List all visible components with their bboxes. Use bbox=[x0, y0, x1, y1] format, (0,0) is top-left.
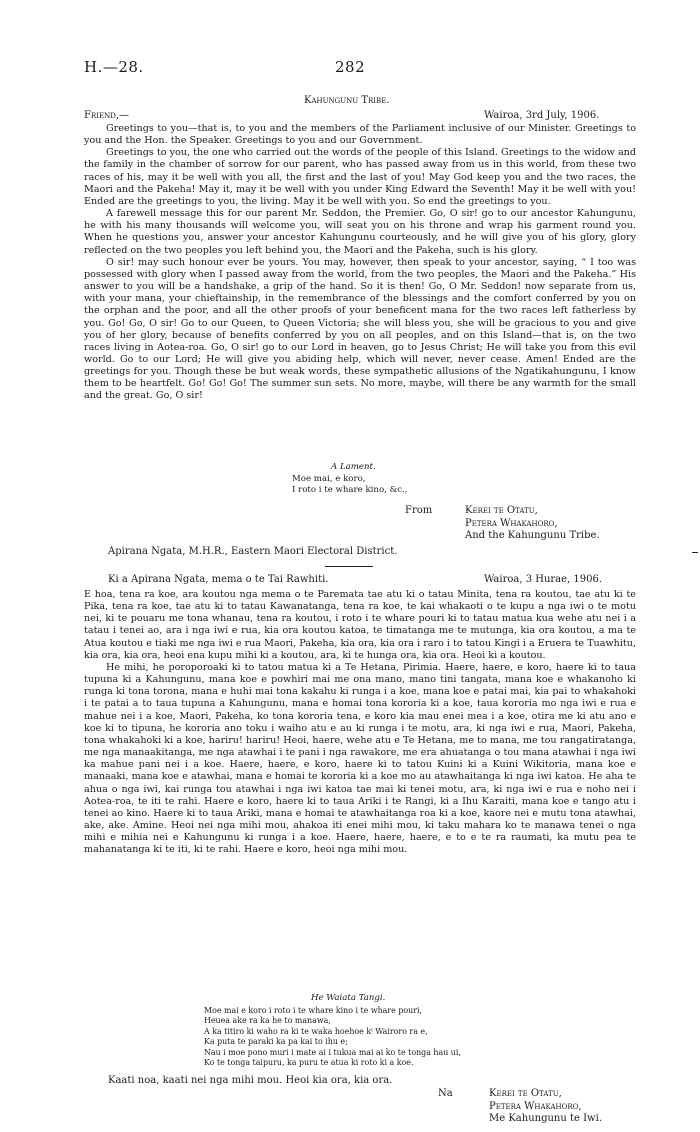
maori-signatories bbox=[489, 1088, 602, 1126]
signatory: Me Kahungunu te Iwi. bbox=[489, 1113, 602, 1124]
maori-paragraph: E hoa, tena ra koe, ara koutou nga mema o te Paremata tae atu ki o tatau Minita, tena ra koutou, tae atu ki te Pika, tena ra koe, tae atu ki to tatau Kawanatanga, tena ra koe, te kai whakaoti o te kupu a nga iwi o te motu nei, ki te pouaru me tona whanau, tena ra koutou, i roto i te whare pouri ki to tatau matua kua wehe atu nei i a tatau i tenei ao, ara i nga iwi e rua, kia ora koutou katoa, te timatanga me te mutunga, kia ora koutou, a ma te Atua koutou e tiaki me nga iwi e rua Maori, Pakeha, kia ora, kia ora i raro i to tatou Kingi i a Eruera te Tuawhitu, kia ora, kia ora, heoi ena kupu mihi ki a koutou, ara, ki te hunga ora, kia ora. Heoi ki a koutou. bbox=[84, 589, 636, 661]
english-paragraph: Greetings to you—that is, to you and the members of the Parliament inclusive of our Minister. Greetings to you and the Hon. the Speaker. Greetings to you and our Government. bbox=[84, 123, 636, 147]
english-paragraph: A farewell message this for our parent Mr. Seddon, the Premier. Go, O sir! go to our ancestor Kahungunu, he with his many thousands will welcome you, will seat you on his throne and wrap his garment round you. When he questions you, answer your ancestor Kahungunu courteously, and he will give you of his glory, glory reflected on the two peoples you left behind you, the Maori and the Pakeha, such is his glory. bbox=[84, 208, 636, 256]
english-salutation: Friend,— bbox=[84, 110, 129, 121]
maori-paragraph: He mihi, he poroporoaki ki to tatou matua ki a Te Hetana, Pirimia. Haere, haere, e koro, haere ki to taua tupuna ki a Kahungunu, mana koe e powhiri mai me ona mano, mano tini tangata, mana koe e whakanoho ki runga ki tona torona, mana e huhi mai tona kakahu ki runga i a koe, mana koe e patai mai, kia pai to whakahoki i te patai a to taua tupuna a Kahungunu, mana e homai tona kororia ki a koe, taua kororia mo nga iwi e rua e mahue nei i a koe, Maori, Pakeha, ko tona kororia tena, e koro kia mau enei mea i a koe, otira me ki atu ano e koe ki to tipuna, he kororia ano toku i waiho atu e au ki runga i te motu, ara, ki nga iwi e rua, Maori, Pakeha, tona whakahoki ki a koe, hariru! hariru! Heoi, haere, wehe atu e Te Hetana, me to mana, me tou rangatiratanga, me nga manaakitanga, me nga atawhai i te pani i nga rawakore, me era ahuatanga o tou mana atawhai i nga iwi ka mahue pani nei i a koe. Haere, haere, e koro, haere ki to tatou Kuini ki a Kuini Wikitoria, mana koe e manaaki, mana koe e atawhai, mana e homai te kororia ki a koe mo au atawhaitanga ki nga iwi katoa. He aha te ahua o nga iwi, kai runga tou atawhai i nga iwi katoa tae mai ki tenei motu, ara, ki nga iwi e rua e noho nei i Aotea-roa, te iti te rahi. Haere e koro, haere ki to taua Ariki i te Rangi, ki a Ihu Karaiti, mana koe e tango atu i tenei ao kino. Haere ki to taua Ariki, mana e homai te atawhaitanga roa ki a koe, kaore nei e mutu tona atawhai, ake, ake. Amine. Heoi nei nga mihi mou, ahakoa iti enei mihi mou, ki taku mahara ko te manawa tenei o nga mihi e mihia nei e Kahungunu ki runga i a koe. Haere, haere, haere, e to e te ra raumati, ka mutu pea te mahanatanga ki te iti, ki te rahi. Haere e koro, heoi nga mihi mou. bbox=[84, 661, 636, 856]
series-number: H.—28. bbox=[84, 58, 144, 76]
english-place-date: Wairoa, 3rd July, 1906. bbox=[484, 110, 600, 121]
margin-mark bbox=[692, 552, 698, 553]
maori-letter-body bbox=[84, 589, 636, 856]
lament-poem bbox=[292, 474, 408, 495]
waiata-line: Ka puta te paraki ka pa kai to ihu e; bbox=[204, 1037, 348, 1047]
english-paragraph: O sir! may such honour ever be yours. You may, however, then speak to your ancestor, saying, “ I too was possessed with glory when I passed away from the world, from the two peoples, the Maori and the Pakeha.” His answer to you will be a handshake, a grip of the hand. So it is then! Go, O Mr. Seddon! now separate from us, with your mana, your chieftainship, in the remembrance of the blessings and the comfort conferred by you on the orphan and the poor, and all the other proofs of your beneficent mana for the two races left fatherless by you. Go! Go, O sir! Go to our Queen, to Queen Victoria; she will bless you, she will be gracious to you and give you of her glory, because of benefits conferred by you on all peoples, and on this Island—that is, on the two races living in Aotea-roa. Go, O sir! go to our Lord in heaven, go to Jesus Christ; He will take you from this evil world. Go to our Lord; He will give you abiding help, which will never, never cease. Amen! Ended are the greetings for you. Though these be but weak words, these sympathetic allusions of the Ngatikahungunu, I know them to be heartfelt. Go! Go! Go! The summer sun sets. No more, maybe, will there be any warmth for the small and the great. Go, O sir! bbox=[84, 256, 636, 402]
maori-from-label: Na bbox=[438, 1088, 453, 1099]
lament-title: A Lament. bbox=[331, 462, 376, 472]
maori-place-date: Wairoa, 3 Hurae, 1906. bbox=[484, 574, 603, 585]
waiata-line: Nau i moe pono muri i mate ai i tukua mai ai ko te tonga hau ui, bbox=[204, 1047, 461, 1057]
maori-salutation: Ki a Apirana Ngata, mema o te Tai Rawhiti. bbox=[108, 574, 329, 585]
lament-line: I roto i te whare kino, &c., bbox=[292, 484, 408, 495]
waiata-line: Ko te tonga taipuru, ka puru te atua ki roto ki a koe. bbox=[204, 1058, 414, 1068]
waiata-line: Heuea ake ra ka he to manawa, bbox=[204, 1016, 331, 1026]
english-paragraph: Greetings to you, the one who carried out the words of the people of this Island. Greetings to the widow and the family in the chamber of sorrow for our parent, who has passed away from us in this world, from these two races of his, may it be well with you all, the first and the last of you! May God keep you and the two races, the Maori and the Pakeha! May it, may it be well with you under King Edward the Seventh! May it be well with you! Ended are the greetings to you, the living. May it be well with you. So end the greetings to you. bbox=[84, 147, 636, 207]
english-addressee: Apirana Ngata, M.H.R., Eastern Maori Electoral District. bbox=[108, 546, 398, 557]
signatory: Petera Whakahoro, bbox=[489, 1100, 582, 1112]
signatory: Kerei te Otatu, bbox=[465, 505, 538, 516]
section-divider bbox=[325, 566, 373, 567]
english-from-label: From bbox=[405, 505, 433, 516]
english-signatories bbox=[465, 505, 600, 543]
signatory: Kerei te Otatu, bbox=[489, 1088, 562, 1099]
waiata-poem bbox=[204, 1006, 461, 1068]
lament-line: Moe mai, e koro, bbox=[292, 474, 366, 484]
maori-closing: Kaati noa, kaati nei nga mihi mou. Heoi kia ora, kia ora. bbox=[108, 1075, 393, 1086]
tribe-heading: Kahungunu Tribe. bbox=[304, 95, 390, 106]
waiata-title: He Waiata Tangi. bbox=[311, 993, 386, 1003]
page-number: 282 bbox=[335, 58, 366, 76]
signatory: And the Kahungunu Tribe. bbox=[465, 530, 600, 541]
waiata-line: A ka titiro ki waho ra ki te waka hoehoe kⁱ Wairoro ra e, bbox=[204, 1026, 428, 1036]
waiata-line: Moe mai e koro i roto i te whare kino i te whare pouri, bbox=[204, 1006, 423, 1015]
english-letter-body bbox=[84, 123, 636, 403]
signatory: Petera Whakahoro, bbox=[465, 517, 558, 529]
